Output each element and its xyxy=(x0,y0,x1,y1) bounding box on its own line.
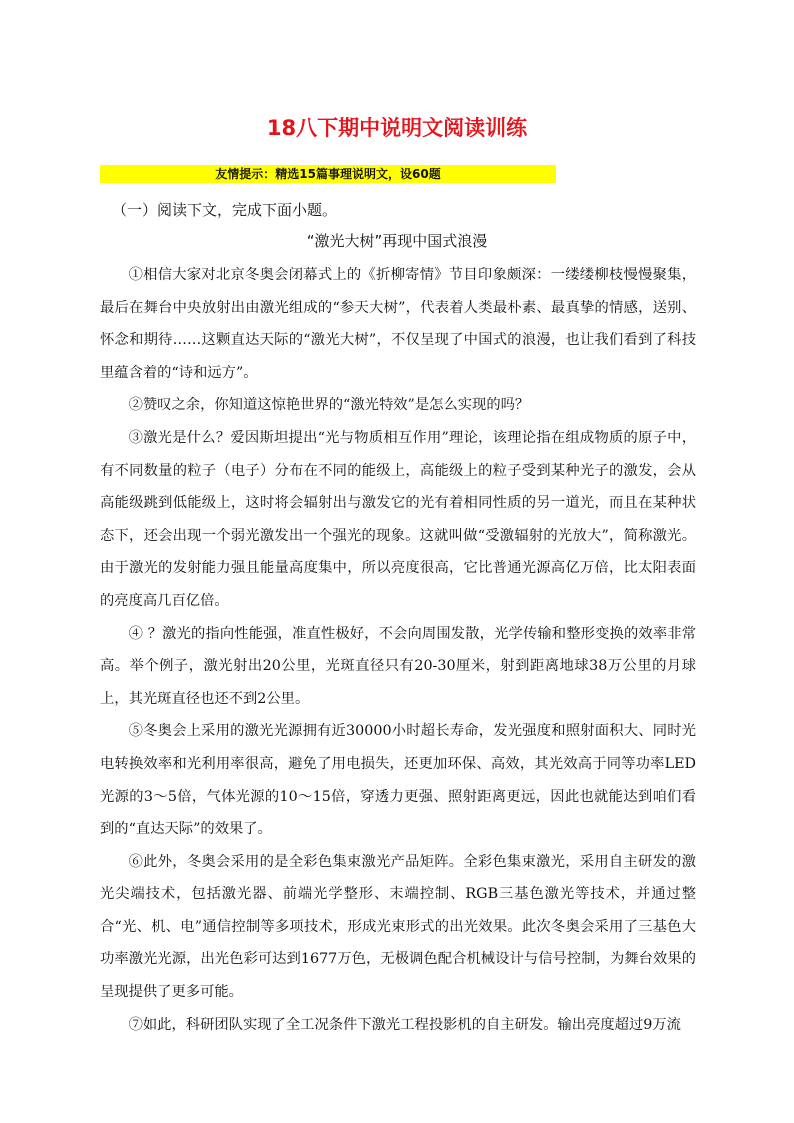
paragraph-2: ②赞叹之余，你知道这惊艳世界的“激光特效”是怎么实现的吗？ xyxy=(128,397,530,414)
paragraph-5: ⑤冬奥会上采用的激光光源拥有近30000小时超长寿命，发光强度和照射面积大、同时光电转换效率和光利用率很高，避免了用电损失，还更加环保、高效，其光效高于同等功率LED光源的3～5倍，气体光源的10～15倍，穿透力更强、照射距离更远，因此也就能达到咱们看到的“直达天际”的效果了。 xyxy=(100,723,696,838)
paragraph-1: ①相信大家对北京冬奥会闭幕式上的《折柳寄情》节目印象颇深：一缕缕柳枝慢慢聚集，最后在舞台中央放射出由激光组成的“参天大树”，代表着人类最朴素、最真挚的情感，送别、怀念和期待……这颗直达天际的“激光大树”，不仅呈现了中国式的浪漫，也让我们看到了科技里蕴含着的“诗和远方”。 xyxy=(100,267,696,381)
article-body xyxy=(100,259,696,1041)
document-title: 18八下期中说明文阅读训练 xyxy=(266,116,528,140)
paragraph-3: ③激光是什么？爱因斯坦提出“光与物质相互作用”理论，该理论指在组成物质的原子中，有不同数量的粒子（电子）分布在不同的能级上，高能级上的粒子受到某种光子的激发，会从高能级跳到低能级上，这时将会辐射出与激发它的光有着相同性质的另一道光，而且在某种状态下，还会出现一个弱光激发出一个强光的现象。这就叫做“受激辐射的光放大”，简称激光。由于激光的发射能力强且能量高度集中，所以亮度很高，它比普通光源高亿万倍，比太阳表面的亮度高几百亿倍。 xyxy=(100,429,696,609)
tip-banner: 友情提示：精选15篇事理说明文，设60题 xyxy=(100,165,556,183)
paragraph-7: ⑦如此，科研团队实现了全工况条件下激光工程投影机的自主研发。输出亮度超过9万流 xyxy=(128,1016,681,1033)
section-heading: （一）阅读下文，完成下面小题。 xyxy=(112,201,338,219)
paragraph-4: ④ ？激光的指向性能强，准直性极好，不会向周围发散，光学传输和整形变换的效率非常高。举个例子，激光射出20公里，光斑直径只有20-30厘米，射到距离地球38万公里的月球上，其光斑直径也还不到2公里。 xyxy=(100,625,696,707)
article-title: “激光大树”再现中国式浪漫 xyxy=(306,232,488,250)
paragraph-6: ⑥此外，冬奥会采用的是全彩色集束激光产品矩阵。全彩色集束激光，采用自主研发的激光尖端技术，包括激光器、前端光学整形、末端控制、RGB三基色激光等技术，并通过整合“光、机、电”通信控制等多项技术，形成光束形式的出光效果。此次冬奥会采用了三基色大功率激光光源，出光色彩可达到1677万色，无极调色配合机械设计与信号控制，为舞台效果的呈现提供了更多可能。 xyxy=(100,853,696,1001)
